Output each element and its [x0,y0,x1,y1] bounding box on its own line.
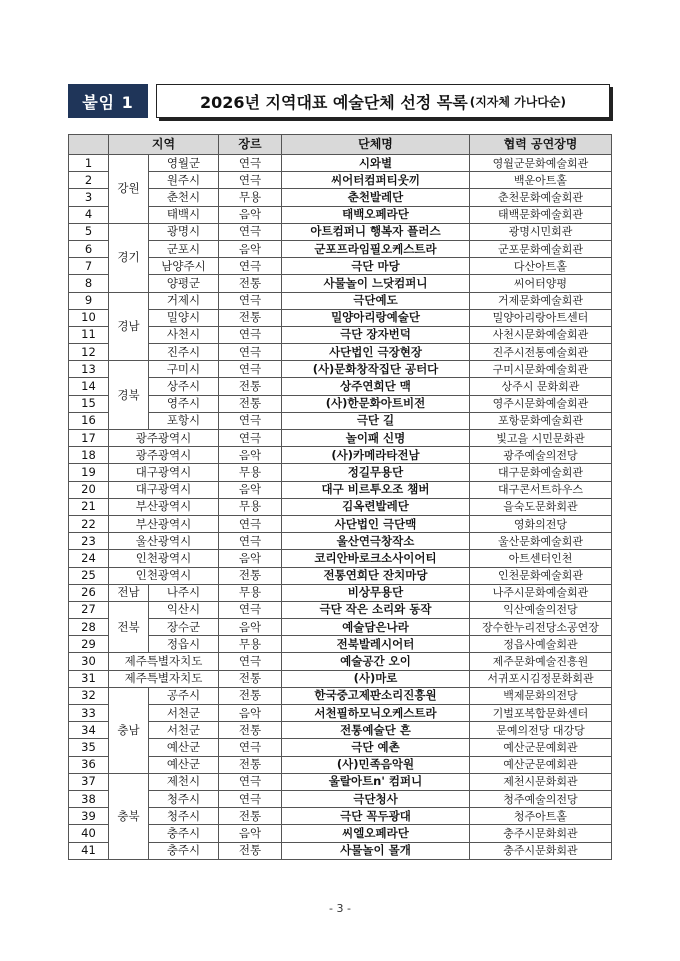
cell-city: 거제시 [149,292,219,309]
cell-region: 경북 [109,361,149,430]
cell-city: 포항시 [149,412,219,429]
cell-genre: 음악 [219,206,282,223]
table-row [69,275,612,292]
cell-genre: 연극 [219,739,282,756]
cell-venue: 정읍사예술회관 [470,636,612,653]
cell-genre: 연극 [219,412,282,429]
cell-genre: 연극 [219,344,282,361]
cell-name: 극단청사 [282,790,470,807]
cell-genre: 연극 [219,430,282,447]
cell-no: 33 [69,705,109,722]
cell-venue: 구미시문화예술회관 [470,361,612,378]
cell-name: 사물놀이 몰개 [282,842,470,859]
cell-no: 15 [69,395,109,412]
cell-genre: 음악 [219,550,282,567]
table-row [69,481,612,498]
table-row [69,601,612,618]
cell-genre: 전통 [219,808,282,825]
cell-genre: 음악 [219,705,282,722]
cell-venue: 충주시문화회관 [470,825,612,842]
cell-venue: 을숙도문화회관 [470,498,612,515]
cell-city: 충주시 [149,825,219,842]
cell-genre: 음악 [219,447,282,464]
cell-no: 11 [69,326,109,343]
cell-name: 전북발레시어터 [282,636,470,653]
cell-city: 공주시 [149,687,219,704]
cell-name: 예술공간 오이 [282,653,470,670]
cell-name: 아트컴퍼니 행복자 플러스 [282,223,470,240]
cell-venue: 군포문화예술회관 [470,240,612,257]
cell-name: 울랄아트n' 컴퍼니 [282,773,470,790]
cell-venue: 춘천문화예술회관 [470,189,612,206]
cell-name: 극단 꼭두광대 [282,808,470,825]
cell-venue: 다산아트홀 [470,258,612,275]
cell-no: 36 [69,756,109,773]
table-row [69,361,612,378]
cell-city: 구미시 [149,361,219,378]
cell-name: 춘천발레단 [282,189,470,206]
cell-genre: 연극 [219,292,282,309]
table-row [69,430,612,447]
cell-name: 극단 장자번덕 [282,326,470,343]
cell-name: 사단법인 극장현장 [282,344,470,361]
cell-no: 3 [69,189,109,206]
table-row [69,842,612,859]
cell-name: 놀이패 신명 [282,430,470,447]
table-row [69,584,612,601]
cell-city: 태백시 [149,206,219,223]
cell-name: 비상무용단 [282,584,470,601]
cell-venue: 서귀포시김정문화회관 [470,670,612,687]
cell-genre: 연극 [219,326,282,343]
cell-genre: 음악 [219,619,282,636]
cell-city: 예산군 [149,756,219,773]
cell-no: 41 [69,842,109,859]
cell-region: 경남 [109,292,149,361]
cell-city: 영주시 [149,395,219,412]
cell-venue: 포항문화예술회관 [470,412,612,429]
cell-venue: 제천시문화회관 [470,773,612,790]
table-row [69,773,612,790]
cell-name: 정길무용단 [282,464,470,481]
column-header-venue: 협력 공연장명 [470,135,612,155]
cell-city: 충주시 [149,842,219,859]
cell-no: 9 [69,292,109,309]
cell-venue: 영월군문화예술회관 [470,155,612,172]
table-row [69,240,612,257]
cell-name: 한국중고제판소리진흥원 [282,687,470,704]
cell-region: 경기 [109,223,149,292]
cell-name: 서천필하모닉오케스트라 [282,705,470,722]
cell-venue: 문예의전당 대강당 [470,722,612,739]
cell-city: 익산시 [149,601,219,618]
cell-city: 예산군 [149,739,219,756]
cell-no: 5 [69,223,109,240]
cell-venue: 빛고을 시민문화관 [470,430,612,447]
cell-city: 정읍시 [149,636,219,653]
cell-genre: 전통 [219,275,282,292]
cell-genre: 음악 [219,825,282,842]
cell-no: 18 [69,447,109,464]
cell-venue: 상주시 문화회관 [470,378,612,395]
cell-genre: 무용 [219,189,282,206]
cell-venue: 거제문화예술회관 [470,292,612,309]
table-row [69,670,612,687]
column-header-no [69,135,109,155]
column-header-region: 지역 [109,135,219,155]
table-row [69,533,612,550]
cell-name: (사)한문화아트비전 [282,395,470,412]
cell-name: (사)마로 [282,670,470,687]
cell-no: 14 [69,378,109,395]
cell-name: 씨어터컴퍼티웃끼 [282,172,470,189]
cell-name: 사단법인 극단맥 [282,515,470,532]
cell-no: 6 [69,240,109,257]
cell-genre: 음악 [219,240,282,257]
cell-region: 충남 [109,687,149,773]
cell-no: 10 [69,309,109,326]
cell-name: 전통연희단 잔치마당 [282,567,470,584]
cell-region: 대구광역시 [109,481,219,498]
cell-region: 충북 [109,773,149,859]
cell-region: 광주광역시 [109,430,219,447]
cell-city: 양평군 [149,275,219,292]
cell-genre: 연극 [219,155,282,172]
cell-city: 밀양시 [149,309,219,326]
cell-genre: 연극 [219,601,282,618]
page-subtitle: (지자체 가나다순) [469,94,567,109]
cell-genre: 전통 [219,567,282,584]
cell-name: 태백오페라단 [282,206,470,223]
cell-region: 제주특별자치도 [109,653,219,670]
cell-name: 극단 작은 소리와 동작 [282,601,470,618]
cell-venue: 대구콘서트하우스 [470,481,612,498]
cell-venue: 백제문화의전당 [470,687,612,704]
cell-venue: 익산예술의전당 [470,601,612,618]
cell-city: 군포시 [149,240,219,257]
cell-no: 22 [69,515,109,532]
cell-no: 17 [69,430,109,447]
cell-genre: 연극 [219,258,282,275]
cell-region: 부산광역시 [109,515,219,532]
cell-name: 군포프라임필오케스트라 [282,240,470,257]
cell-genre: 연극 [219,223,282,240]
table-row [69,155,612,172]
cell-city: 청주시 [149,808,219,825]
cell-genre: 전통 [219,842,282,859]
cell-venue: 광명시민회관 [470,223,612,240]
table-row [69,292,612,309]
cell-venue: 진주시전통예술회관 [470,344,612,361]
cell-venue: 예산군문예회관 [470,739,612,756]
cell-no: 31 [69,670,109,687]
table-row [69,515,612,532]
cell-no: 39 [69,808,109,825]
cell-city: 서천군 [149,705,219,722]
cell-genre: 전통 [219,722,282,739]
cell-name: 극단 예촌 [282,739,470,756]
cell-region: 대구광역시 [109,464,219,481]
cell-venue: 사천시문화예술회관 [470,326,612,343]
cell-venue: 영화의전당 [470,515,612,532]
table-row [69,498,612,515]
cell-venue: 청주예술의전당 [470,790,612,807]
column-header-name: 단체명 [282,135,470,155]
cell-no: 7 [69,258,109,275]
cell-genre: 전통 [219,378,282,395]
cell-genre: 연극 [219,653,282,670]
table-row [69,172,612,189]
table-row [69,412,612,429]
table-row [69,326,612,343]
cell-city: 청주시 [149,790,219,807]
cell-no: 29 [69,636,109,653]
cell-city: 영월군 [149,155,219,172]
table-row [69,344,612,361]
table-row [69,206,612,223]
table-row [69,189,612,206]
cell-city: 서천군 [149,722,219,739]
cell-region: 전북 [109,601,149,653]
cell-venue: 아트센터인천 [470,550,612,567]
table-row [69,309,612,326]
cell-venue: 영주시문화예술회관 [470,395,612,412]
cell-name: 극단 마당 [282,258,470,275]
cell-region: 전남 [109,584,149,601]
table-row [69,447,612,464]
cell-venue: 울산문화예술회관 [470,533,612,550]
table-row [69,722,612,739]
cell-no: 38 [69,790,109,807]
cell-region: 강원 [109,155,149,224]
cell-venue: 장수한누리전당소공연장 [470,619,612,636]
table-row [69,395,612,412]
cell-genre: 전통 [219,395,282,412]
cell-no: 40 [69,825,109,842]
cell-region: 제주특별자치도 [109,670,219,687]
cell-genre: 연극 [219,172,282,189]
table-row [69,687,612,704]
cell-region: 부산광역시 [109,498,219,515]
cell-no: 20 [69,481,109,498]
cell-no: 1 [69,155,109,172]
table-row [69,223,612,240]
table-row [69,653,612,670]
table-row [69,378,612,395]
cell-name: 울산연극창작소 [282,533,470,550]
title-box [156,84,610,118]
cell-no: 28 [69,619,109,636]
table-row [69,464,612,481]
cell-no: 24 [69,550,109,567]
cell-no: 2 [69,172,109,189]
cell-name: 코리안바로크소사이어티 [282,550,470,567]
cell-name: 씨엘오페라단 [282,825,470,842]
cell-venue: 광주예술의전당 [470,447,612,464]
cell-genre: 연극 [219,361,282,378]
table-row [69,550,612,567]
cell-city: 장수군 [149,619,219,636]
organization-table [68,134,612,860]
cell-venue: 태백문화예술회관 [470,206,612,223]
cell-no: 26 [69,584,109,601]
cell-no: 23 [69,533,109,550]
cell-region: 인천광역시 [109,550,219,567]
cell-genre: 음악 [219,481,282,498]
table-header-row [69,135,612,155]
cell-no: 37 [69,773,109,790]
table-row [69,756,612,773]
cell-name: 극단 길 [282,412,470,429]
cell-city: 사천시 [149,326,219,343]
table-row [69,825,612,842]
cell-venue: 인천문화예술회관 [470,567,612,584]
column-header-genre: 장르 [219,135,282,155]
cell-venue: 나주시문화예술회관 [470,584,612,601]
cell-genre: 연극 [219,773,282,790]
page-title: 2026년 지역대표 예술단체 선정 목록 [199,92,468,112]
cell-genre: 연극 [219,533,282,550]
cell-venue: 기벌포복합문화센터 [470,705,612,722]
cell-city: 광명시 [149,223,219,240]
cell-name: 김옥련발레단 [282,498,470,515]
table-row [69,619,612,636]
cell-no: 4 [69,206,109,223]
cell-genre: 무용 [219,636,282,653]
cell-no: 8 [69,275,109,292]
cell-genre: 전통 [219,309,282,326]
cell-city: 춘천시 [149,189,219,206]
cell-venue: 예산군문예회관 [470,756,612,773]
table-row [69,567,612,584]
cell-no: 16 [69,412,109,429]
cell-region: 울산광역시 [109,533,219,550]
cell-region: 인천광역시 [109,567,219,584]
cell-venue: 충주시문화회관 [470,842,612,859]
cell-genre: 무용 [219,464,282,481]
page-number: - 3 - [329,902,351,915]
cell-genre: 전통 [219,756,282,773]
cell-no: 35 [69,739,109,756]
cell-venue: 대구문화예술회관 [470,464,612,481]
cell-genre: 전통 [219,670,282,687]
cell-name: 시와별 [282,155,470,172]
cell-name: 예술담은나라 [282,619,470,636]
cell-no: 25 [69,567,109,584]
cell-region: 광주광역시 [109,447,219,464]
cell-name: 전통예술단 흔 [282,722,470,739]
cell-venue: 백운아트홀 [470,172,612,189]
cell-city: 진주시 [149,344,219,361]
cell-no: 12 [69,344,109,361]
cell-name: 밀양아리랑예술단 [282,309,470,326]
cell-no: 21 [69,498,109,515]
cell-no: 13 [69,361,109,378]
cell-name: (사)문화창작집단 공터다 [282,361,470,378]
cell-city: 제천시 [149,773,219,790]
cell-name: (사)카메라타전남 [282,447,470,464]
cell-no: 27 [69,601,109,618]
cell-genre: 전통 [219,687,282,704]
cell-venue: 청주아트홀 [470,808,612,825]
cell-genre: 연극 [219,515,282,532]
cell-name: 상주연희단 맥 [282,378,470,395]
cell-name: (사)민족음악원 [282,756,470,773]
cell-name: 사물놀이 느닷컴퍼니 [282,275,470,292]
cell-no: 34 [69,722,109,739]
cell-no: 30 [69,653,109,670]
cell-city: 상주시 [149,378,219,395]
table-row [69,790,612,807]
table-row [69,705,612,722]
table-body [69,155,612,860]
attachment-badge: 붙임 1 [68,84,148,118]
cell-city: 나주시 [149,584,219,601]
table-row [69,636,612,653]
cell-city: 남양주시 [149,258,219,275]
cell-venue: 제주문화예술진흥원 [470,653,612,670]
cell-venue: 밀양아리랑아트센터 [470,309,612,326]
cell-genre: 연극 [219,790,282,807]
cell-no: 32 [69,687,109,704]
table-row [69,808,612,825]
table-row [69,739,612,756]
cell-venue: 씨어터양평 [470,275,612,292]
cell-city: 원주시 [149,172,219,189]
cell-genre: 무용 [219,498,282,515]
cell-name: 극단예도 [282,292,470,309]
cell-name: 대구 비르투오조 챔버 [282,481,470,498]
page-header [68,84,610,118]
cell-genre: 무용 [219,584,282,601]
cell-no: 19 [69,464,109,481]
table-row [69,258,612,275]
